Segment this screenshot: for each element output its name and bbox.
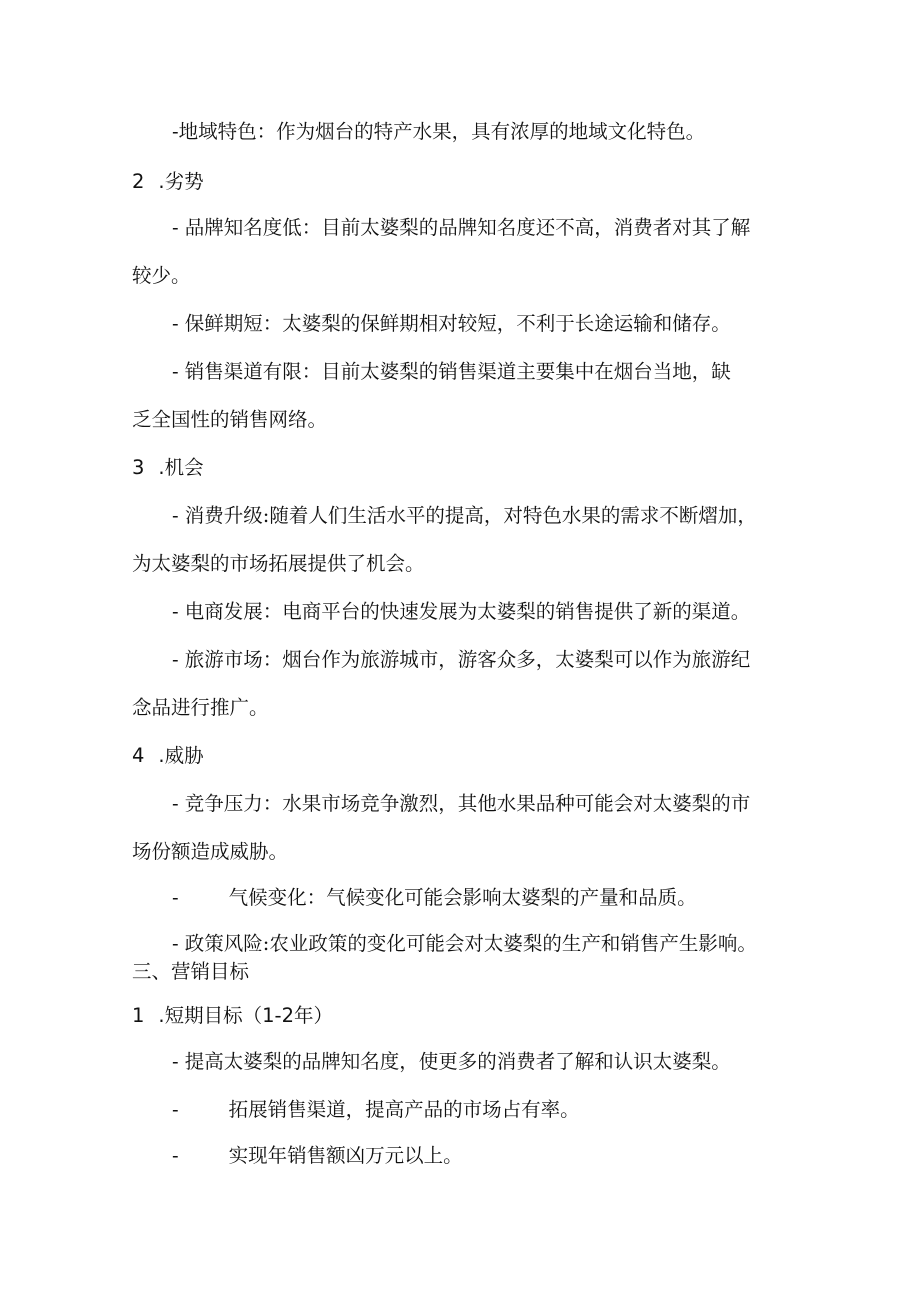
goal-annual-sales <box>172 1146 463 1166</box>
list-dash: - <box>172 1098 179 1121</box>
list-dash: - <box>172 886 179 909</box>
goal-expand-channels-text: 拓展销售渠道，提高产品的市场占有率。 <box>228 1098 580 1121</box>
threat-competition-line2: 场份额造成威胁。 <box>132 840 289 863</box>
goal-brand-awareness: - 提高太婆梨的品牌知名度，使更多的消费者了解和认识太婆梨。 <box>172 1050 731 1073</box>
weaknesses-heading <box>132 172 204 192</box>
threat-competition-line1: - 竞争压力：水果市场竞争激烈，其他水果品种可能会对太婆梨的市 <box>172 792 751 815</box>
list-dash: - <box>172 1144 179 1167</box>
goal-annual-sales-text: 实现年销售额凶万元以上。 <box>228 1144 463 1167</box>
heading-number: 4 <box>132 744 145 767</box>
opportunity-consumption-line1: - 消费升级:随着人们生活水平的提高，对特色水果的需求不断熠加， <box>172 504 757 527</box>
threat-climate-text: 气候变化：气候变化可能会影响太婆梨的产量和品质。 <box>228 886 697 909</box>
heading-text: .机会 <box>158 456 204 479</box>
weakness-channel-line1: - 销售渠道有限：目前太婆梨的销售渠道主要集中在烟台当地，缺 <box>172 360 731 383</box>
heading-number: 1 <box>132 1004 145 1027</box>
heading-text: .劣势 <box>158 170 204 193</box>
heading-number: 2 <box>132 170 145 193</box>
threats-heading <box>132 746 204 766</box>
threat-climate <box>172 888 697 908</box>
heading-text: .短期目标（1-2年） <box>158 1004 333 1027</box>
weakness-brand-line2: 较少。 <box>132 264 191 287</box>
heading-text: .威胁 <box>158 744 204 767</box>
threat-policy: - 政策风险:农业政策的变化可能会对太婆梨的生产和销售产生影响。 <box>172 932 757 955</box>
opportunity-tourism-line1: - 旅游市场：烟台作为旅游城市，游客众多，太婆梨可以作为旅游纪 <box>172 648 751 671</box>
weakness-shelf-life: - 保鲜期短：太婆梨的保鲜期相对较短，不利于长途运输和储存。 <box>172 312 731 335</box>
weakness-brand-line1: - 品牌知名度低：目前太婆梨的品牌知名度还不高，消费者对其了解 <box>172 216 751 239</box>
weakness-channel-line2: 乏全国性的销售网络。 <box>132 408 328 431</box>
strength-region-item: -地域特色：作为烟台的特产水果，具有浓厚的地域文化特色。 <box>172 120 706 143</box>
short-term-goals-heading <box>132 1006 333 1026</box>
opportunity-ecommerce: - 电商发展：电商平台的快速发展为太婆梨的销售提供了新的渠道。 <box>172 600 751 623</box>
opportunity-consumption-line2: 为太婆梨的市场拓展提供了机会。 <box>132 552 425 575</box>
goal-expand-channels <box>172 1100 580 1120</box>
opportunities-heading <box>132 458 204 478</box>
opportunity-tourism-line2: 念品进行推广。 <box>132 696 269 719</box>
section-title-marketing-goals: 三、营销目标 <box>132 960 250 983</box>
heading-number: 3 <box>132 456 145 479</box>
